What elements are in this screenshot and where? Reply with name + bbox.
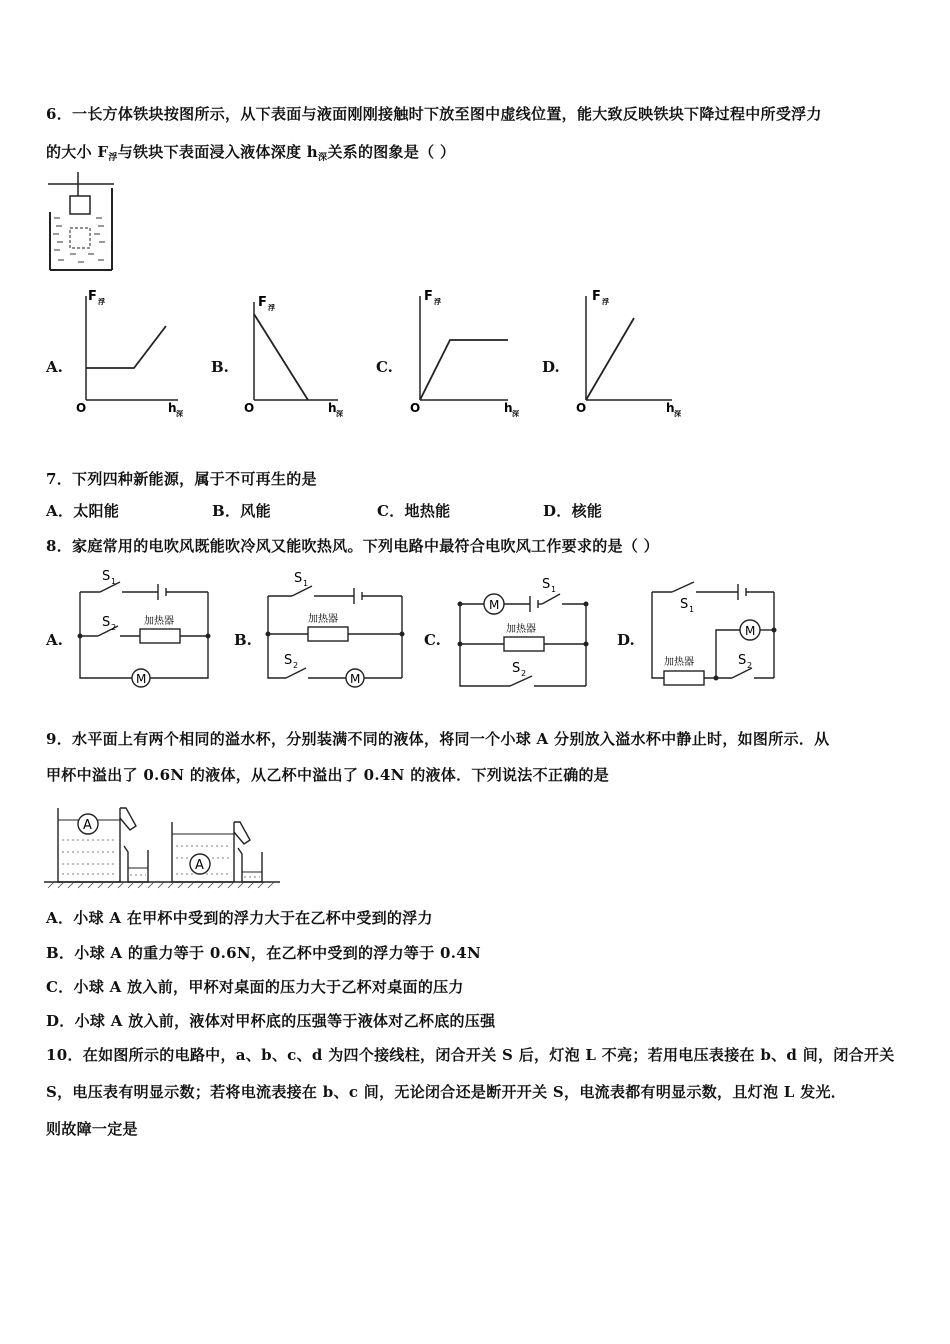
svg-text:深: 深 (512, 410, 519, 418)
svg-text:浮: 浮 (98, 298, 105, 306)
svg-text:O: O (410, 401, 421, 415)
svg-text:M: M (136, 672, 147, 686)
q9-option-b[interactable]: B．小球 A 的重力等于 0.6N，在乙杯中受到的浮力等于 0.4N (46, 944, 482, 962)
q6-graph-b[interactable] (238, 288, 358, 418)
q8-circuit-a[interactable] (74, 566, 214, 692)
q7-option-d[interactable]: D．核能 (543, 502, 603, 520)
q6-option-a-label[interactable]: A. (46, 358, 63, 376)
q6-option-c-label[interactable]: C. (376, 358, 393, 376)
q9-ball-a-label-2: A (195, 858, 204, 873)
svg-text:深: 深 (336, 410, 343, 418)
svg-text:h: h (328, 401, 337, 415)
q6-graph-a[interactable] (70, 288, 190, 418)
svg-text:S: S (680, 597, 689, 612)
svg-text:F: F (258, 295, 267, 310)
q7-option-a[interactable]: A．太阳能 (46, 502, 120, 520)
q8-circuit-c[interactable] (454, 574, 594, 694)
q8-option-b-label[interactable]: B. (234, 631, 252, 649)
q8-option-d-label[interactable]: D. (617, 631, 635, 649)
svg-text:M: M (745, 624, 756, 638)
q9-option-a[interactable]: A．小球 A 在甲杯中受到的浮力大于在乙杯中受到的浮力 (46, 909, 433, 927)
svg-text:浮: 浮 (434, 298, 441, 306)
q9-ball-a-label-1: A (83, 818, 92, 833)
q8-option-c-label[interactable]: C. (424, 631, 441, 649)
q6-graph-c[interactable] (404, 288, 524, 418)
svg-text:加热器: 加热器 (308, 614, 338, 625)
q9-stem-line2: 甲杯中溢出了 0.6N 的液体，从乙杯中溢出了 0.4N 的液体．下列说法不正确的是 (46, 766, 610, 784)
q7-option-c[interactable]: C．地热能 (377, 502, 451, 520)
svg-text:2: 2 (521, 669, 527, 678)
q6-graph-a-ylabel: F (88, 289, 97, 304)
q6-stem-line1: 6．一长方体铁块按图所示，从下表面与液面刚刚接触时下放至图中虚线位置，能大致反映铁块下降过程中所受浮力 (46, 105, 822, 123)
svg-text:h: h (504, 401, 513, 415)
svg-text:2: 2 (747, 661, 753, 670)
svg-text:F: F (424, 289, 433, 304)
q9-option-c[interactable]: C．小球 A 放入前，甲杯对桌面的压力大于乙杯对桌面的压力 (46, 978, 464, 996)
q8-circuit-b[interactable] (262, 566, 412, 692)
svg-text:1: 1 (111, 577, 117, 586)
svg-text:O: O (576, 401, 587, 415)
q8-stem: 8．家庭常用的电吹风既能吹冷风又能吹热风。下列电路中最符合电吹风工作要求的是（ ） (46, 537, 659, 555)
q6-graph-d[interactable] (570, 288, 690, 418)
svg-text:h: h (666, 401, 675, 415)
svg-text:深: 深 (674, 410, 681, 418)
svg-text:O: O (244, 401, 255, 415)
svg-text:加热器: 加热器 (664, 657, 694, 668)
q8-option-a-label[interactable]: A. (46, 631, 63, 649)
svg-text:M: M (350, 672, 361, 686)
svg-text:1: 1 (689, 605, 695, 614)
q6-beaker-figure (48, 172, 123, 272)
q6-option-b-label[interactable]: B. (211, 358, 229, 376)
q7-stem: 7．下列四种新能源，属于不可再生的是 (46, 470, 317, 488)
svg-text:S: S (738, 653, 747, 668)
svg-text:F: F (592, 289, 601, 304)
q9-stem-line1: 9．水平面上有两个相同的溢水杯，分别装满不同的液体，将同一个小球 A 分别放入溢水杯中静止时，如图所示．从 (46, 730, 830, 748)
svg-text:深: 深 (176, 410, 183, 418)
q10-stem-line2: S，电压表有明显示数；若将电流表接在 b、c 间，无论闭合还是断开开关 S，电流表都有明显示数，且灯泡 L 发光． (46, 1083, 847, 1101)
svg-text:2: 2 (293, 661, 299, 670)
svg-text:1: 1 (551, 585, 557, 594)
q10-stem-line1: 10．在如图所示的电路中，a、b、c、d 为四个接线柱，闭合开关 S 后，灯泡 L 不亮；若用电压表接在 b、d 间，闭合开关 (46, 1046, 895, 1064)
q9-overflow-cups-figure (44, 800, 284, 892)
q9-option-d[interactable]: D．小球 A 放入前，液体对甲杯底的压强等于液体对乙杯底的压强 (46, 1012, 496, 1030)
svg-text:2: 2 (111, 623, 117, 632)
svg-text:M: M (489, 598, 500, 612)
svg-text:h: h (168, 401, 177, 415)
svg-text:O: O (76, 401, 87, 415)
q10-stem-line3: 则故障一定是 (46, 1120, 138, 1138)
svg-text:浮: 浮 (602, 298, 609, 306)
svg-text:S: S (102, 615, 111, 630)
q8-circuit-d[interactable] (646, 568, 786, 692)
svg-text:S: S (294, 571, 303, 586)
q7-option-b[interactable]: B．风能 (212, 502, 271, 520)
svg-text:S: S (512, 661, 521, 676)
svg-text:加热器: 加热器 (506, 624, 536, 635)
svg-text:浮: 浮 (268, 304, 275, 312)
svg-text:1: 1 (303, 579, 309, 588)
svg-text:S: S (542, 577, 551, 592)
svg-text:S: S (102, 569, 111, 584)
svg-text:加热器: 加热器 (144, 616, 174, 627)
q6-stem-line2: 的大小 $F_浮$与铁块下表面浸入液体深度 $h_深$关系的图象是（ ） (46, 143, 456, 163)
q6-option-d-label[interactable]: D. (542, 358, 560, 376)
svg-text:S: S (284, 653, 293, 668)
